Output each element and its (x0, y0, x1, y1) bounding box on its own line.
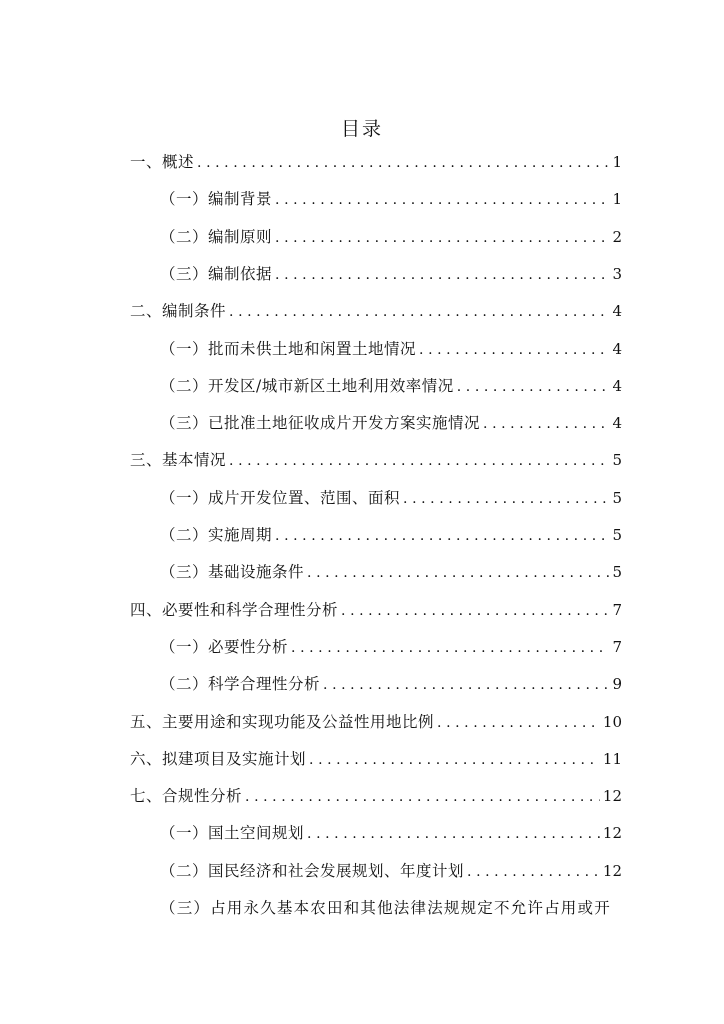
toc-entry[interactable] (160, 560, 622, 584)
toc-entry-text: （二）国民经济和社会发展规划、年度计划 (160, 861, 465, 880)
toc-entry-text: 五、主要用途和实现功能及公益性用地比例 (130, 712, 435, 731)
toc-dot-leader (341, 599, 609, 623)
toc-dot-leader (245, 785, 600, 809)
toc-page-number: 7 (612, 600, 622, 619)
toc-dot-leader (307, 561, 609, 585)
toc-entry[interactable] (160, 859, 622, 883)
toc-page-number: 12 (602, 787, 622, 806)
toc-entry-text: 七、合规性分析 (130, 787, 243, 806)
toc-entry-text: 二、编制条件 (130, 302, 227, 321)
toc-entry-text: 一、概述 (130, 153, 195, 171)
toc-entry[interactable] (160, 635, 622, 659)
toc-entry-text: （二）编制原则 (160, 227, 273, 246)
toc-entry[interactable] (160, 411, 622, 435)
toc-entry[interactable] (130, 598, 622, 622)
toc-page-number: 11 (602, 749, 622, 768)
toc-entry-text: （一）成片开发位置、范围、面积 (160, 488, 401, 507)
toc-page-number: 5 (612, 563, 622, 582)
toc-dot-leader (457, 375, 610, 399)
toc-dot-leader (309, 748, 600, 772)
toc-entry-text: （一）国土空间规划 (160, 824, 305, 843)
toc-entry[interactable] (130, 784, 622, 808)
toc-page-number: 12 (602, 824, 622, 843)
toc-dot-leader (275, 226, 609, 250)
toc-entry[interactable] (160, 337, 622, 361)
toc-page-number: 4 (612, 339, 622, 358)
toc-page-number: 5 (612, 526, 622, 544)
toc-entry[interactable] (160, 374, 622, 398)
toc-entry[interactable] (160, 672, 622, 696)
toc-entry[interactable] (160, 821, 622, 845)
toc-page-number: 4 (612, 302, 622, 321)
toc-dot-leader (229, 300, 609, 324)
toc-entry[interactable] (130, 448, 622, 472)
toc-entry-text: 六、拟建项目及实施计划 (130, 749, 307, 768)
toc-entry-text: （三）占用永久基本农田和其他法律法规规定不允许占用或开 (160, 899, 611, 917)
toc-entry-text: 四、必要性和科学合理性分析 (130, 600, 339, 619)
toc-page-number: 3 (612, 264, 622, 283)
toc-entry[interactable] (130, 299, 622, 323)
toc-dot-leader (483, 412, 609, 436)
toc-entry-text: （二）实施周期 (160, 526, 273, 544)
toc-entry[interactable] (160, 187, 622, 211)
toc-entry-text: （三）已批准土地征收成片开发方案实施情况 (160, 414, 481, 433)
toc-page-number: 7 (612, 637, 622, 656)
toc-entry[interactable] (160, 486, 622, 510)
toc-dot-leader (197, 151, 609, 175)
toc-page-number: 9 (612, 675, 622, 694)
toc-entry-text: （一）编制背景 (160, 190, 273, 209)
toc-page-number: 5 (612, 488, 622, 507)
toc-entry[interactable] (130, 710, 622, 734)
toc-entry-text: （一）必要性分析 (160, 637, 289, 656)
toc-entry-text: （三）编制依据 (160, 264, 273, 283)
toc-entry[interactable] (160, 896, 622, 920)
toc-title: 目录 (340, 118, 383, 140)
toc-entry-text: （二）开发区/城市新区土地利用效率情况 (160, 376, 454, 395)
toc-dot-leader (419, 338, 609, 362)
toc-entry-text: （一）批而未供土地和闲置土地情况 (160, 339, 417, 358)
toc-entry-text: （三）基础设施条件 (160, 563, 305, 582)
toc-dot-leader (291, 636, 609, 660)
toc-dot-leader (307, 822, 600, 846)
toc-dot-leader (275, 263, 609, 287)
toc-dot-leader (229, 449, 609, 473)
toc-page-number: 4 (612, 376, 622, 395)
toc-dot-leader (437, 711, 600, 735)
toc-entry[interactable] (160, 523, 622, 547)
toc-dot-leader (323, 673, 609, 697)
toc-page-number: 5 (612, 451, 622, 470)
toc-page-number: 1 (612, 153, 622, 171)
toc-entry[interactable] (130, 150, 622, 174)
toc-dot-leader (275, 524, 609, 548)
toc-entry[interactable] (160, 262, 622, 286)
toc-page-number: 2 (612, 227, 622, 246)
toc-entry[interactable] (160, 225, 622, 249)
toc-page-number: 4 (612, 414, 622, 433)
toc-dot-leader (467, 860, 600, 884)
toc-entry-text: （二）科学合理性分析 (160, 675, 321, 694)
toc-dot-leader (403, 487, 609, 511)
toc-page-number: 1 (612, 190, 622, 209)
toc-entry[interactable] (130, 747, 622, 771)
toc-page-number: 10 (602, 712, 622, 731)
toc-dot-leader (275, 188, 609, 212)
toc-page-number: 12 (602, 861, 622, 880)
toc-entry-text: 三、基本情况 (130, 451, 227, 470)
